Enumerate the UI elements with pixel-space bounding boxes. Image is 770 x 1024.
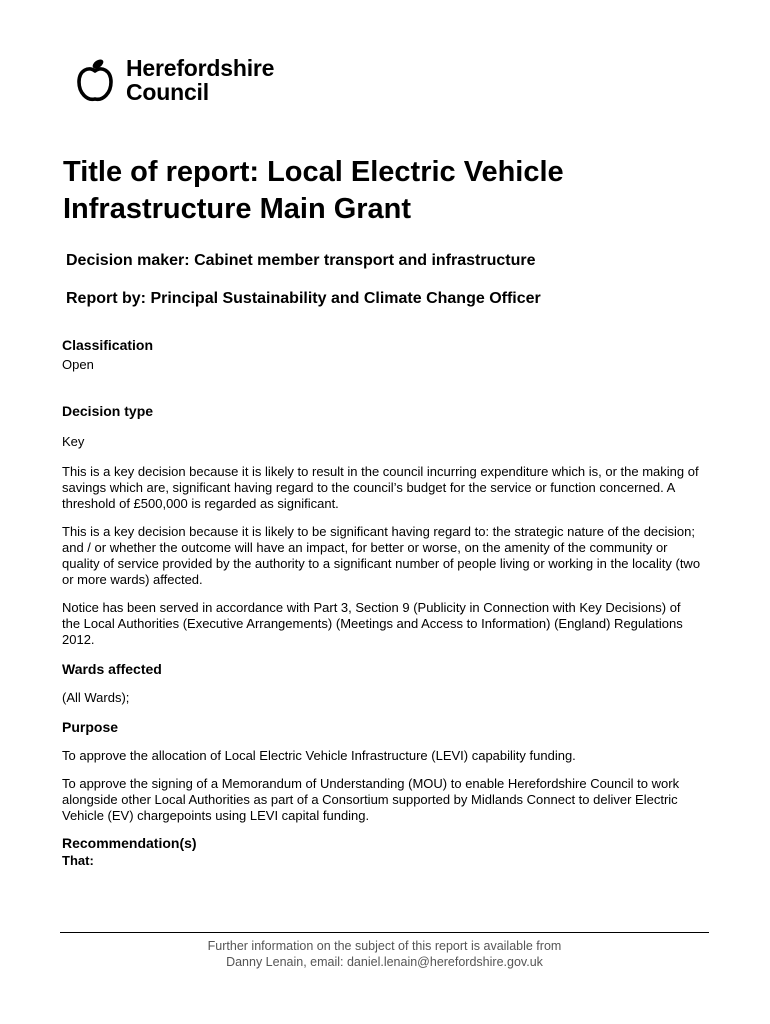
decision-type-paragraph: This is a key decision because it is likely to be significant having regard to: the strategic nature of the decision; and / or whether the outcome will have an impact, for better or worse, on the amenity of the community or quality of service provided by the authority to a significant number of people living or working in the locality (two or more wards) affected. [62,524,701,587]
footer-line-1: Further information on the subject of this report is available from [207,939,562,953]
recommendations-lead: That: [62,853,94,868]
decision-type-paragraph: This is a key decision because it is likely to result in the council incurring expenditure which is, or the making of savings which are, significant having regard to the council’s budget for the service or function concerned. A threshold of £500,000 is regarded as significant. [62,464,699,511]
classification-value: Open [62,357,94,372]
recommendations-heading: Recommendation(s) [62,835,197,851]
report-by-value: Principal Sustainability and Climate Change Officer [150,290,541,307]
purpose-paragraph: To approve the allocation of Local Electric Vehicle Infrastructure (LEVI) capability funding. [62,748,576,763]
report-body [62,336,702,869]
footer-divider [60,932,709,933]
wards-affected-value: (All Wards); [62,690,130,705]
purpose-heading: Purpose [62,719,119,735]
decision-type-heading: Decision type [62,403,154,419]
report-by: Report by: Principal Sustainability and Climate Change Officer [66,290,541,307]
purpose-paragraph: To approve the signing of a Memorandum of Understanding (MOU) to enable Herefordshire Council to work alongside other Local Authorities as part of a Consortium supported by Midlands Connect to deliver Electric Vehicle (EV) chargepoints using LEVI capital funding. [62,776,680,823]
wards-affected-heading: Wards affected [62,661,162,677]
classification-heading: Classification [62,337,154,353]
decision-maker: Decision maker: Cabinet member transport and infrastructure [66,252,536,269]
apple-icon [76,56,116,102]
decision-maker-value: Cabinet member transport and infrastructure [194,252,536,269]
page-footer [60,938,709,970]
decision-type-paragraph: Notice has been served in accordance with Part 3, Section 9 (Publicity in Connection with Key Decisions) of the Local Authorities (Executive Arrangements) (Meetings and Access to Information) (England) Regulations 2012. [62,600,683,647]
logo-line-2: Council [126,79,209,105]
logo-line-1: Herefordshire [126,55,275,81]
footer-contact: Danny Lenain, email: daniel.lenain@herefordshire.gov.uk [226,955,543,969]
report-by-label: Report by [66,290,141,307]
council-name [126,56,274,104]
decision-type-value: Key [62,434,85,449]
decision-maker-label: Decision maker [66,252,185,269]
report-title: Title of report: Local Electric Vehicle Infrastructure Main Grant [63,156,564,225]
